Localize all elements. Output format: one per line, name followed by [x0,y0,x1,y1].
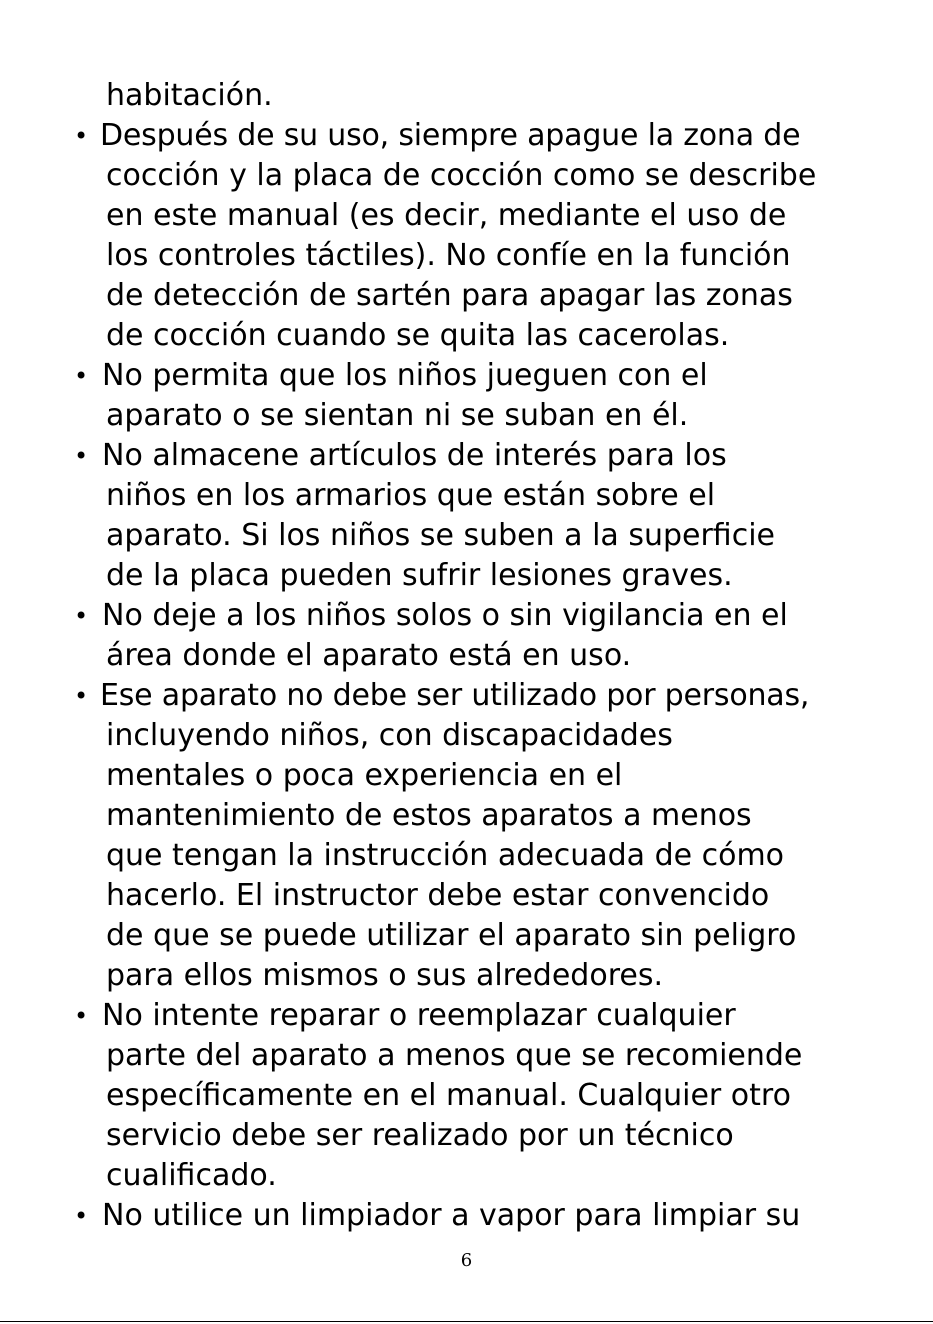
text-line [0,796,933,836]
bullet-icon: • [74,1202,89,1230]
text-line [0,156,933,196]
line-text: niños en los armarios que están sobre el [106,478,716,513]
line-text: que tengan la instrucción adecuada de cómo [106,838,785,873]
page-body [0,76,933,1236]
line-text: parte del aparato a menos que se recomiende [106,1038,803,1073]
line-text: para ellos mismos o sus alrededores. [106,958,664,993]
line-text: aparato o se sientan ni se suban en él. [106,398,689,433]
bullet-item-start [0,596,933,636]
line-text: de la placa pueden sufrir lesiones graves. [106,558,733,593]
line-text: cualificado. [106,1158,277,1193]
text-line [0,1116,933,1156]
bottom-divider [0,1321,933,1322]
bullet-item-start [0,996,933,1036]
text-line [0,556,933,596]
line-text: de que se puede utilizar el aparato sin peligro [106,918,797,953]
text-line [0,276,933,316]
text-line [0,876,933,916]
line-text: área donde el aparato está en uso. [106,638,632,673]
text-line [0,1076,933,1116]
text-line [0,196,933,236]
line-text: específicamente en el manual. Cualquier otro [106,1078,791,1113]
text-line [0,236,933,276]
line-text: de detección de sartén para apagar las zonas [106,278,793,313]
line-text: de cocción cuando se quita las cacerolas. [106,318,730,353]
bullet-icon: • [74,682,89,710]
line-text: Después de su uso, siempre apague la zona de [100,118,801,153]
bullet-item-start [0,116,933,156]
line-text: mantenimiento de estos aparatos a menos [106,798,752,833]
text-line [0,636,933,676]
bullet-icon: • [74,362,89,390]
bullet-icon: • [74,1002,89,1030]
bullet-item-start [0,356,933,396]
text-line [0,1156,933,1196]
line-text: en este manual (es decir, mediante el uso de [106,198,787,233]
text-line [0,316,933,356]
line-text: los controles táctiles). No confíe en la función [106,238,791,273]
line-text: aparato. Si los niños se suben a la superficie [106,518,775,553]
text-line [0,916,933,956]
bullet-item-start [0,676,933,716]
line-text: hacerlo. El instructor debe estar convencido [106,878,770,913]
text-line [0,1036,933,1076]
bullet-icon: • [74,442,89,470]
text-line [0,956,933,996]
bullet-icon: • [74,602,89,630]
bullet-item-start [0,436,933,476]
line-text: habitación. [106,78,273,113]
text-line [0,716,933,756]
line-text: No intente reparar o reemplazar cualquier [102,998,736,1033]
line-text: No permita que los niños jueguen con el [102,358,708,393]
line-text: mentales o poca experiencia en el [106,758,623,793]
line-text: servicio debe ser realizado por un técnico [106,1118,734,1153]
text-line [0,476,933,516]
line-text: No almacene artículos de interés para los [102,438,727,473]
line-text: No deje a los niños solos o sin vigilancia en el [102,598,788,633]
text-line [0,836,933,876]
text-line [0,76,933,116]
text-line [0,756,933,796]
bullet-icon: • [74,122,89,150]
text-line [0,516,933,556]
line-text: cocción y la placa de cocción como se describe [106,158,817,193]
line-text: incluyendo niños, con discapacidades [106,718,673,753]
bullet-item-start [0,1196,933,1236]
text-line [0,396,933,436]
page-number: 6 [460,1250,473,1271]
line-text: No utilice un limpiador a vapor para limpiar su [102,1198,801,1233]
line-text: Ese aparato no debe ser utilizado por personas, [100,678,810,713]
